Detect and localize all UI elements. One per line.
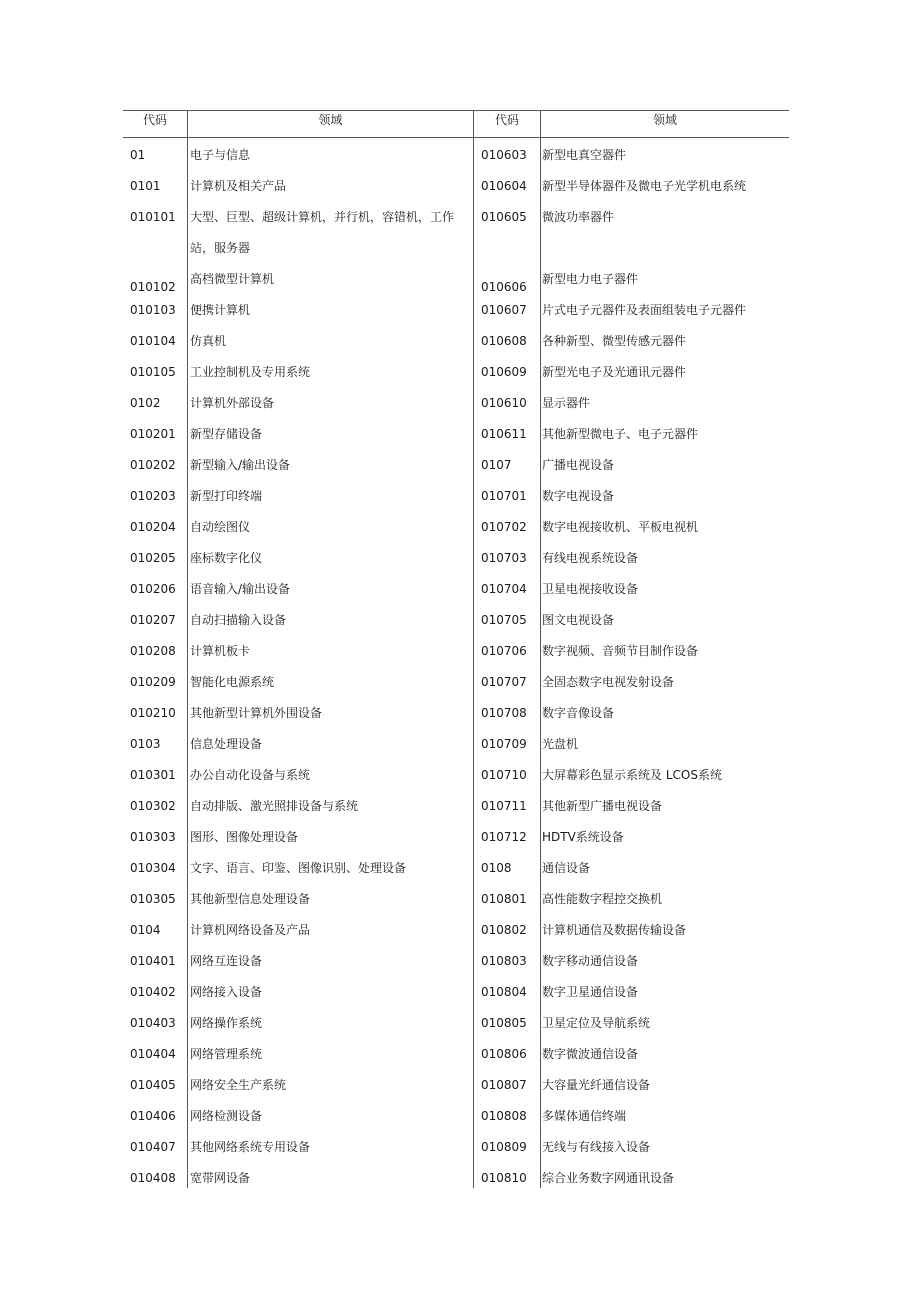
table-row	[123, 519, 789, 550]
header-field-left: 领域	[318, 113, 343, 127]
code-right: 010804	[481, 985, 527, 999]
field-right: 数字音像设备	[542, 706, 615, 720]
field-left: 智能化电源系统	[190, 675, 275, 689]
code-right: 010603	[481, 148, 527, 162]
field-left: 座标数字化仪	[190, 551, 263, 565]
code-left: 010402	[130, 985, 176, 999]
header-code-right: 代码	[494, 113, 519, 127]
table-row	[123, 488, 789, 519]
code-right: 010711	[481, 799, 527, 813]
field-left: 自动绘图仪	[190, 520, 251, 534]
code-left: 010208	[130, 644, 176, 658]
field-left: 计算机及相关产品	[190, 179, 287, 193]
field-left: 宽带网设备	[190, 1171, 251, 1185]
table-row	[123, 333, 789, 364]
table-row	[123, 860, 789, 891]
table-row	[123, 736, 789, 767]
field-right: 数字卫星通信设备	[542, 985, 639, 999]
code-right: 010701	[481, 489, 527, 503]
code-left: 010205	[130, 551, 176, 565]
field-right: 卫星电视接收设备	[542, 582, 639, 596]
field-right: 片式电子元器件及表面组装电子元器件	[542, 303, 747, 317]
code-right: 010707	[481, 675, 527, 689]
code-left: 010105	[130, 365, 176, 379]
code-right: 010605	[481, 210, 527, 224]
table-row	[123, 984, 789, 1015]
code-left: 010104	[130, 334, 176, 348]
code-left: 010304	[130, 861, 176, 875]
field-right: 图文电视设备	[542, 613, 615, 627]
code-right: 010803	[481, 954, 527, 968]
table-row	[123, 395, 789, 426]
field-right: 微波功率器件	[542, 210, 615, 224]
code-right: 010702	[481, 520, 527, 534]
code-right: 010703	[481, 551, 527, 565]
code-left: 010201	[130, 427, 176, 441]
field-left: 网络安全生产系统	[190, 1078, 287, 1092]
code-right: 010705	[481, 613, 527, 627]
code-right: 010802	[481, 923, 527, 937]
table-row	[123, 147, 789, 178]
code-right: 0108	[481, 861, 512, 875]
code-left: 010206	[130, 582, 176, 596]
code-right: 010806	[481, 1047, 527, 1061]
field-left: 网络接入设备	[190, 985, 263, 999]
code-right: 010708	[481, 706, 527, 720]
table-row	[123, 922, 789, 953]
field-right: 计算机通信及数据传输设备	[542, 923, 687, 937]
table-row	[123, 705, 789, 736]
table-row	[123, 953, 789, 984]
field-right: 新型电力电子器件	[542, 272, 639, 286]
code-left: 010302	[130, 799, 176, 813]
code-right: 010801	[481, 892, 527, 906]
field-left: 便携计算机	[190, 303, 251, 317]
table-row	[123, 798, 789, 829]
code-right: 010808	[481, 1109, 527, 1123]
table-row	[123, 612, 789, 643]
code-right: 0107	[481, 458, 512, 472]
field-right: 大屏幕彩色显示系统及 LCOS系统	[542, 768, 722, 782]
table-row	[123, 1108, 789, 1139]
field-right: 数字微波通信设备	[542, 1047, 639, 1061]
table-row	[123, 426, 789, 457]
code-left: 010408	[130, 1171, 176, 1185]
code-right: 010710	[481, 768, 527, 782]
field-left: 新型打印终端	[190, 489, 263, 503]
code-right: 010608	[481, 334, 527, 348]
code-left: 010202	[130, 458, 176, 472]
code-left: 010103	[130, 303, 176, 317]
field-right: 广播电视设备	[542, 458, 615, 472]
field-left: 电子与信息	[190, 148, 251, 162]
code-left: 010305	[130, 892, 176, 906]
code-right: 010609	[481, 365, 527, 379]
code-left: 0103	[130, 737, 161, 751]
field-left: 计算机板卡	[190, 644, 251, 658]
field-left: 办公自动化设备与系统	[190, 768, 311, 782]
field-right: 通信设备	[542, 861, 591, 875]
code-left: 010404	[130, 1047, 176, 1061]
table-row	[123, 643, 789, 674]
table-row	[123, 302, 789, 333]
field-right: 卫星定位及导航系统	[542, 1016, 651, 1030]
field-right: 数字移动通信设备	[542, 954, 639, 968]
code-left: 0102	[130, 396, 161, 410]
code-right: 010704	[481, 582, 527, 596]
field-left: 网络管理系统	[190, 1047, 263, 1061]
code-right: 010607	[481, 303, 527, 317]
code-left: 010403	[130, 1016, 176, 1030]
code-right: 010611	[481, 427, 527, 441]
field-left: 自动排版、激光照排设备与系统	[190, 799, 359, 813]
code-left: 010209	[130, 675, 176, 689]
field-right: 光盘机	[542, 737, 579, 751]
table-header-rule	[123, 137, 789, 138]
code-left: 0101	[130, 179, 161, 193]
field-right: 显示器件	[542, 396, 591, 410]
field-left: 高档微型计算机	[190, 272, 275, 286]
field-left: 新型输入/输出设备	[190, 458, 291, 472]
table-row	[123, 581, 789, 612]
code-right: 010809	[481, 1140, 527, 1154]
field-left: 自动扫描输入设备	[190, 613, 287, 627]
field-right: 新型半导体器件及微电子光学机电系统	[542, 179, 747, 193]
field-left: 网络操作系统	[190, 1016, 263, 1030]
field-left: 图形、图像处理设备	[190, 830, 299, 844]
field-right: 无线与有线接入设备	[542, 1140, 651, 1154]
field-right: 新型电真空器件	[542, 148, 627, 162]
table-row	[123, 364, 789, 395]
field-right: 新型光电子及光通讯元器件	[542, 365, 687, 379]
code-left: 010401	[130, 954, 176, 968]
code-right: 010709	[481, 737, 527, 751]
code-left: 010207	[130, 613, 176, 627]
code-right: 010807	[481, 1078, 527, 1092]
field-right: 多媒体通信终端	[542, 1109, 627, 1123]
code-left: 01	[130, 148, 146, 162]
code-left: 0104	[130, 923, 161, 937]
code-left: 010303	[130, 830, 176, 844]
field-right: 全固态数字电视发射设备	[542, 675, 675, 689]
code-left: 010405	[130, 1078, 176, 1092]
code-right: 010712	[481, 830, 527, 844]
field-right: 有线电视系统设备	[542, 551, 639, 565]
field-right: 各种新型、微型传感元器件	[542, 334, 687, 348]
code-right: 010610	[481, 396, 527, 410]
table-row	[123, 767, 789, 798]
field-left: 语音输入/输出设备	[190, 582, 291, 596]
field-left: 仿真机	[190, 334, 227, 348]
field-right: 高性能数字程控交换机	[542, 892, 663, 906]
table-row	[123, 1046, 789, 1077]
field-right: 大容量光纤通信设备	[542, 1078, 651, 1092]
code-left: 010204	[130, 520, 176, 534]
field-left: 其他新型信息处理设备	[190, 892, 311, 906]
field-left: 大型、巨型、超级计算机，并行机，容错机，工作站，服务器	[190, 210, 455, 255]
code-right: 010604	[481, 179, 527, 193]
field-right: HDTV系统设备	[542, 830, 624, 844]
field-left: 计算机网络设备及产品	[190, 923, 311, 937]
table-row	[123, 1170, 789, 1201]
header-field-right: 领域	[652, 113, 677, 127]
code-right: 010805	[481, 1016, 527, 1030]
table-row	[123, 550, 789, 581]
header-code-left: 代码	[142, 113, 167, 127]
field-left: 工业控制机及专用系统	[190, 365, 311, 379]
table-row	[123, 271, 789, 302]
field-left: 新型存储设备	[190, 427, 263, 441]
code-left: 010301	[130, 768, 176, 782]
table-row	[123, 209, 789, 271]
table-row	[123, 891, 789, 922]
table-row	[123, 674, 789, 705]
code-left: 010407	[130, 1140, 176, 1154]
field-right: 其他新型微电子、电子元器件	[542, 427, 699, 441]
code-left: 010203	[130, 489, 176, 503]
field-left: 其他网络系统专用设备	[190, 1140, 311, 1154]
table-row	[123, 1015, 789, 1046]
field-left: 其他新型计算机外围设备	[190, 706, 323, 720]
field-left: 网络互连设备	[190, 954, 263, 968]
code-right: 010606	[481, 280, 527, 294]
field-left: 信息处理设备	[190, 737, 263, 751]
code-right: 010810	[481, 1171, 527, 1185]
table-top-rule	[123, 110, 789, 111]
field-left: 网络检测设备	[190, 1109, 263, 1123]
code-left: 010406	[130, 1109, 176, 1123]
field-right: 数字电视设备	[542, 489, 615, 503]
field-left: 文字、语言、印鉴、图像识别、处理设备	[190, 861, 407, 875]
table-row	[123, 457, 789, 488]
code-right: 010706	[481, 644, 527, 658]
field-right: 综合业务数字网通讯设备	[542, 1171, 675, 1185]
field-right: 数字电视接收机、平板电视机	[542, 520, 699, 534]
table-row	[123, 829, 789, 860]
code-left: 010210	[130, 706, 176, 720]
field-right: 数字视频、音频节目制作设备	[542, 644, 699, 658]
table-row	[123, 1077, 789, 1108]
code-left: 010101	[130, 210, 176, 224]
table-row	[123, 1139, 789, 1170]
field-right: 其他新型广播电视设备	[542, 799, 663, 813]
code-left: 010102	[130, 280, 176, 294]
field-left: 计算机外部设备	[190, 396, 275, 410]
